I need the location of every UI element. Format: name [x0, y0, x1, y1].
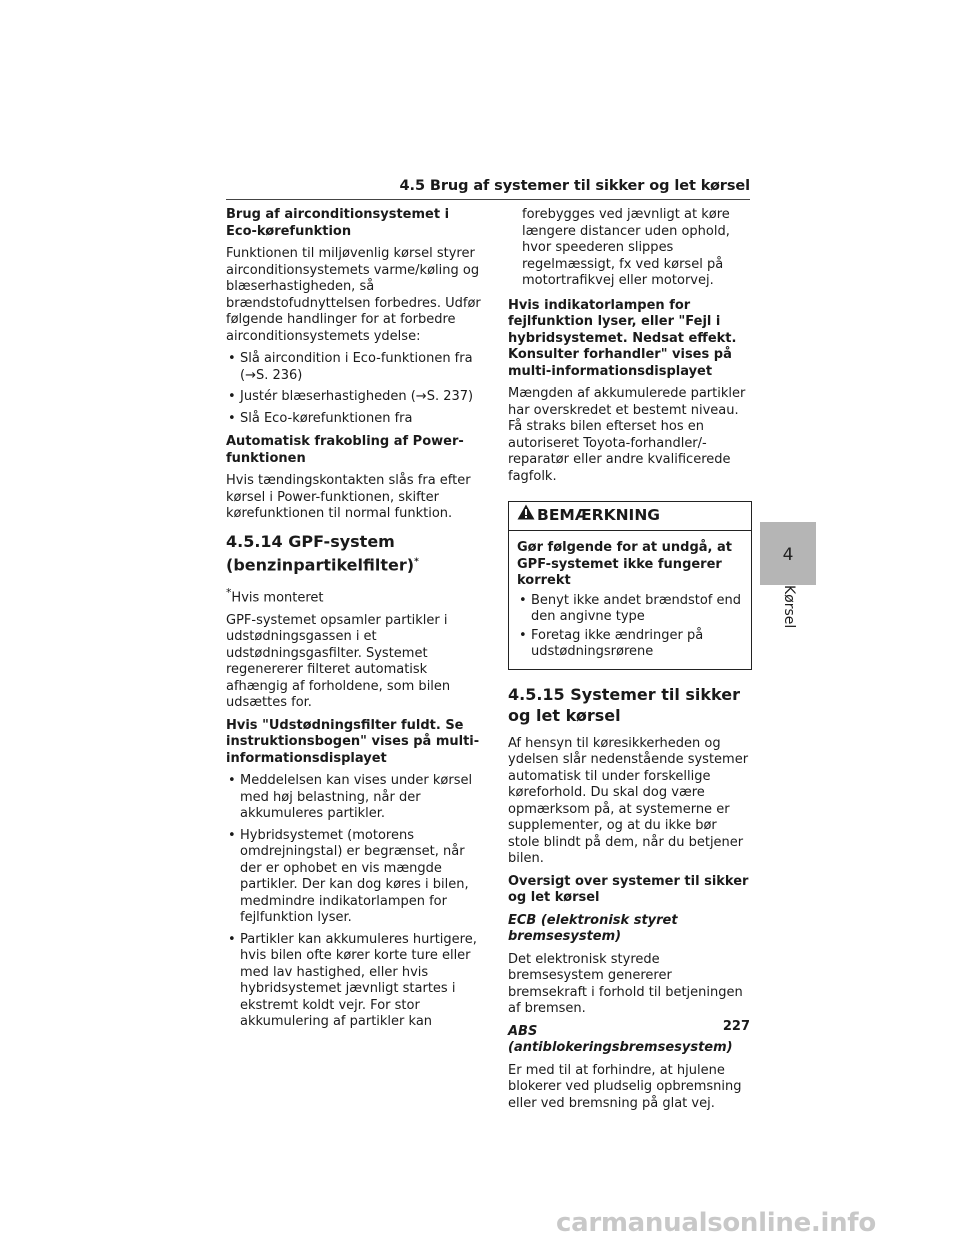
footnote-marker: *: [226, 585, 232, 599]
watermark: carmanualsonline.info: [556, 1208, 876, 1238]
gpf-section-title: [226, 531, 481, 575]
abs-text: Er med til at forhindre, at hjulene blokerer ved pludselig opbremsning eller ved bremsning på glat vej.: [508, 1062, 742, 1111]
gpf-footnote-marker: *: [414, 556, 419, 567]
auto-heading: Automatisk frakobling af Power-funktionen: [226, 434, 464, 466]
gpf-title-text: 4.5.14 GPF-system (benzinpartikelfilter): [226, 531, 415, 574]
list-item: • Meddelelsen kan vises under kørsel med høj belastning, når der akkumuleres partikler.: [226, 773, 481, 823]
ac-heading: Brug af airconditionsystemet i Eco-kørefunktion: [226, 207, 450, 239]
chapter-number: 4: [782, 545, 794, 565]
continued-text: forebygges ved jævnligt at køre længere distancer uden ophold, hvor speederen slippes regelmæssigt, fx ved kørsel på motortrafikvej eller motorvej.: [522, 207, 730, 288]
fault-text: Mængden af akkumulerede partikler har overskredet et bestemt niveau. Få straks bilen efterset hos en autoriseret Toyota-forhandler/-reparatør eller andre kvalificerede fagfolk.: [508, 386, 746, 484]
list-item: • Slå Eco-kørefunktionen fra: [226, 411, 481, 428]
list-item: • Hybridsystemet (motorens omdrejningstal) er begrænset, når der er ophobet en vis mængde partikler. Der kan dog køres i bilen, medmindre indikatorlampen for fejlfunktion lyser.: [226, 828, 481, 927]
list-item: • Justér blæserhastigheden (→S. 237): [226, 389, 481, 406]
ac-list: [226, 351, 481, 427]
list-item: • Partikler kan akkumuleres hurtigere, hvis bilen ofte kører korte ture eller med lav hastighed, eller hvis hybridsystemet jævnligt startes i ekstremt koldt vejr. For stor akkumulering af partikler kan: [226, 932, 481, 1031]
note-body: [509, 531, 751, 669]
section-header: 4.5 Brug af systemer til sikker og let kørsel: [399, 178, 750, 194]
ecb-text: Det elektronisk styrede bremsesystem genererer bremsekraft i forhold til betjeningen af bremsen.: [508, 951, 743, 1016]
warn-list: [226, 773, 481, 1031]
note-box: [508, 501, 752, 670]
header-divider: [226, 199, 750, 200]
auto-text: Hvis tændingskontakten slås fra efter kørsel i Power-funktionen, skifter kørefunktionen til normal funktion.: [226, 473, 471, 521]
ac-text: Funktionen til miljøvenlig kørsel styrer airconditionsystemets varme/køling og blæserhastigheden, så brændstofudnyttelsen forbedres. Udfør følgende handlinger for at forbedre airconditionsystemets ydelse:: [226, 246, 481, 344]
abs-heading: ABS (antiblokeringsbremsesystem): [508, 1023, 733, 1055]
note-title: BEMÆRKNING: [537, 505, 661, 524]
note-subheading: Gør følgende for at undgå, at GPF-systemet ikke fungerer korrekt: [517, 540, 732, 588]
right-column: [508, 207, 752, 1118]
fault-heading: Hvis indikatorlampen for fejlfunktion lyser, eller "Fejl i hybridsystemet. Nedsat effekt. Konsulter forhandler" vises på multi-informationsdisplayet: [508, 297, 737, 379]
warning-triangle-icon: [517, 504, 535, 526]
left-column: [226, 207, 481, 1038]
gpf-text: GPF-systemet opsamler partikler i udstødningsgassen i et udstødningsgasfilter. Systemet regenererer filteret automatisk afhængig af forholdene, som bilen udsættes for.: [226, 612, 451, 711]
note-header: [509, 502, 751, 531]
footnote: [226, 585, 481, 607]
list-item: • Benyt ikke andet brændstof end den angivne type: [517, 593, 743, 626]
systems-text: Af hensyn til køresikkerheden og ydelsen slår nedenstående systemer automatisk til under forskellige køreforhold. Du skal dog være opmærksom på, at systemerne er supplementer, og at du ikke bør stole blindt på dem, når du betjener bilen.: [508, 735, 749, 866]
list-item: • Slå aircondition i Eco-funktionen fra (→S. 236): [226, 351, 481, 384]
warn-heading: Hvis "Udstødningsfilter fuldt. Se instruktionsbogen" vises på multi-informationsdisplayet: [226, 717, 480, 766]
page-number: 227: [722, 1019, 750, 1034]
footnote-text: Hvis monteret: [231, 590, 324, 606]
systems-section-title: 4.5.15 Systemer til sikker og let kørsel: [508, 684, 741, 725]
overview-heading: Oversigt over systemer til sikker og let kørsel: [508, 873, 749, 905]
note-list: [517, 593, 743, 661]
ecb-heading: ECB (elektronisk styret bremsesystem): [508, 912, 678, 944]
chapter-label: Kørsel: [781, 585, 797, 629]
list-item: • Foretag ikke ændringer på udstødningsrørene: [517, 628, 743, 661]
